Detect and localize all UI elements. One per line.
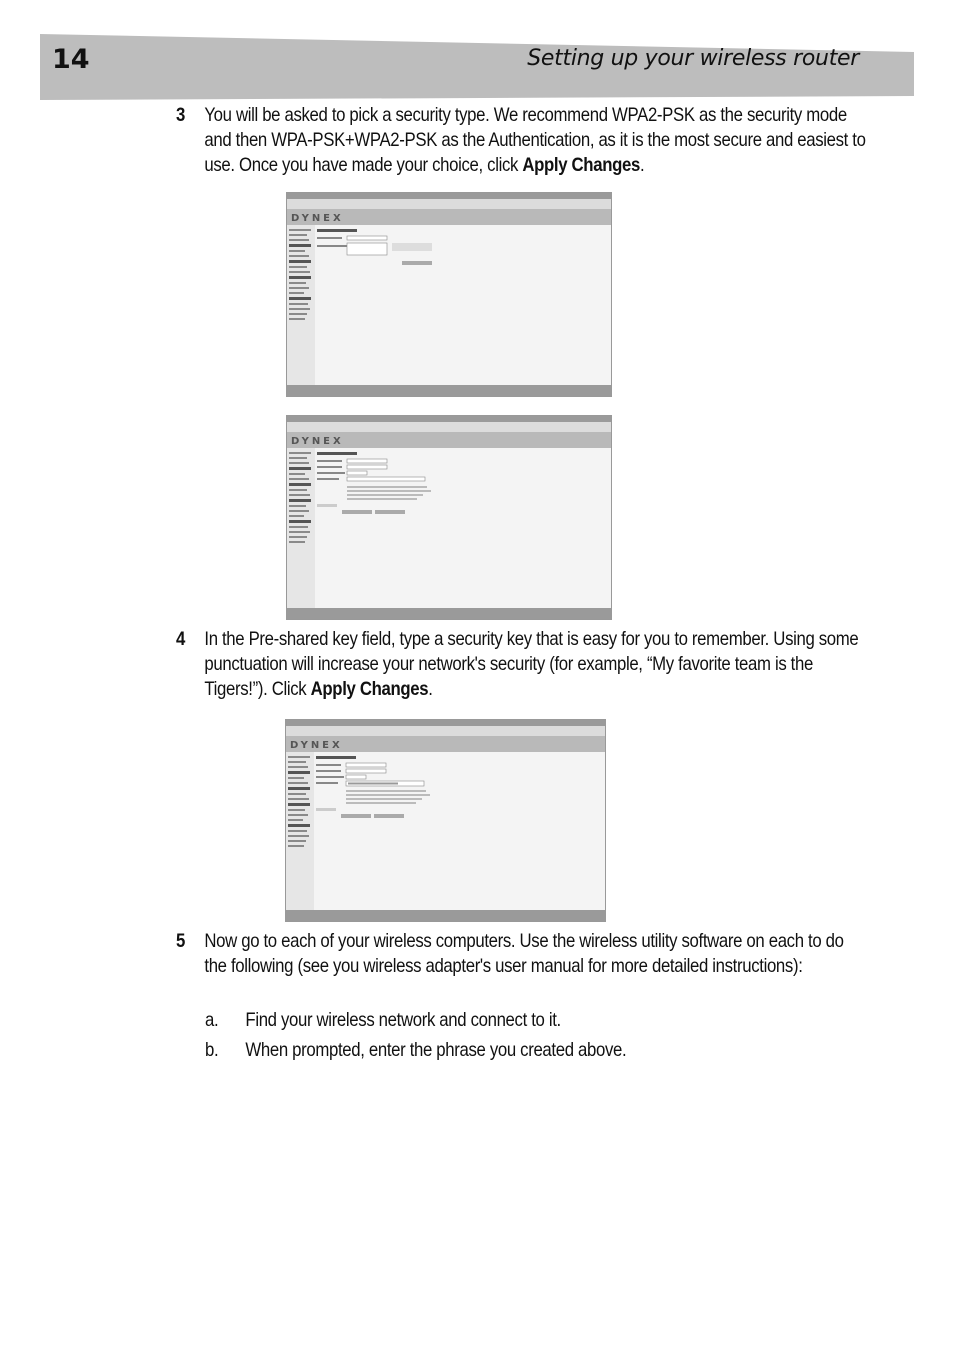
page-number: 14 (52, 44, 90, 75)
router-screenshot-security-mode (286, 192, 612, 397)
substep-label: a. (205, 1009, 219, 1031)
step-number: 4 (176, 628, 185, 650)
dynex-logo: DYNEX (291, 436, 344, 447)
dynex-logo: DYNEX (290, 740, 343, 751)
substep-label: b. (205, 1039, 219, 1061)
step-text: In the Pre-shared key field, type a security key that is easy for you to remember. Using some punctuation will increase your network's security (for example, “My favorite team is the Tigers!”). Click Apply Changes. (204, 628, 859, 700)
running-title: Setting up your wireless router (527, 46, 859, 71)
substep-text: Find your wireless network and connect to it. (245, 1009, 561, 1031)
step-number: 3 (176, 104, 185, 126)
step-number: 5 (176, 930, 185, 952)
substep-text: When prompted, enter the phrase you created above. (245, 1039, 627, 1061)
router-screenshot-preshared-key (285, 719, 606, 922)
step-text: You will be asked to pick a security type. We recommend WPA2-PSK as the security mode and then WPA-PSK+WPA2-PSK as the Authentication, as it is the most secure and easiest to use. Once you have made your choice, click Apply Changes. (204, 104, 866, 176)
dynex-logo: DYNEX (291, 213, 344, 224)
router-screenshot-authentication (286, 415, 612, 620)
step-text: Now go to each of your wireless computers. Use the wireless utility software on each to do the following (see you wireless adapter's user manual for more detailed instructions): (204, 930, 844, 977)
